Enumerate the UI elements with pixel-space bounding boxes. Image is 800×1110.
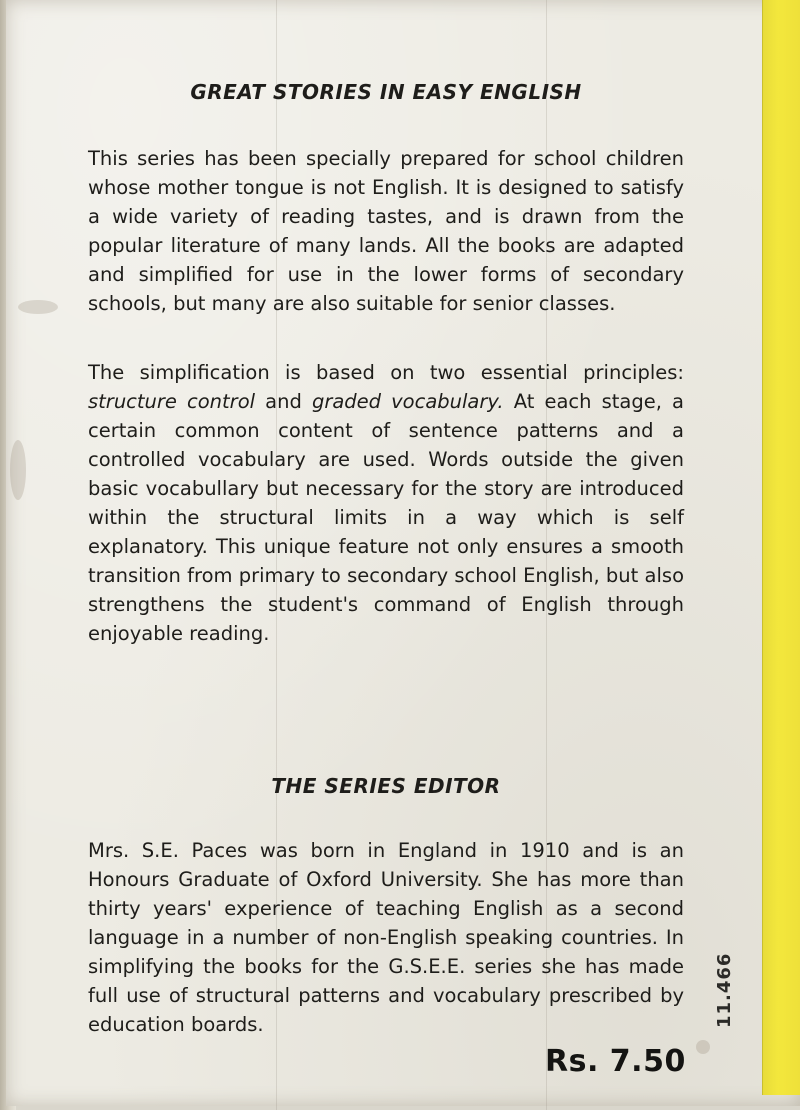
price-label: Rs. 7.50 <box>545 1044 686 1079</box>
series-title: GREAT STORIES IN EASY ENGLISH <box>190 80 582 104</box>
structure-control-term: structure control <box>88 390 256 413</box>
simplification-description <box>88 358 684 648</box>
paper-stain <box>18 300 58 314</box>
graded-vocabulary-term: graded vocabulary. <box>311 390 504 413</box>
paper-stain <box>696 1040 710 1054</box>
series-editor-heading: THE SERIES EDITOR <box>271 774 501 798</box>
series-description: This series has been specially prepared for school children whose mother tongue is not English. It is designed to satisfy a wide variety of reading tastes, and is drawn from the popular literature of many lands. All the books are adapted and simplified for use in the lower forms of secondary schools, but many are also suitable for senior classes. <box>88 147 684 315</box>
simplification-text-and: and <box>255 390 312 413</box>
catalog-stamp: 11.466 <box>714 952 735 1028</box>
simplification-text-start: The simplification is based on two essential principles: <box>88 361 684 384</box>
cover-text-block <box>88 80 684 1036</box>
paper-stain <box>10 440 26 500</box>
editor-biography: Mrs. S.E. Paces was born in England in 1910 and is an Honours Graduate of Oxford University. She has more than thirty years' experience of teaching English as a second language in a number of non-English speaking countries. In simplifying the books for the G.S.E.E. series she has made full use of structural patterns and vocabulary prescribed by education boards. <box>88 839 684 1036</box>
yellow-spine-strip <box>762 0 800 1095</box>
simplification-text-rest: At each stage, a certain common content of sentence patterns and a controlled vocabulary are used. Words outside the given basic vocabullary but necessary for the story are introduced within the structural limits in a way which is self explanatory. This unique feature not only ensures a smooth transition from primary to secondary school English, but also strengthens the student's command of English through enjoyable reading. <box>88 390 684 645</box>
